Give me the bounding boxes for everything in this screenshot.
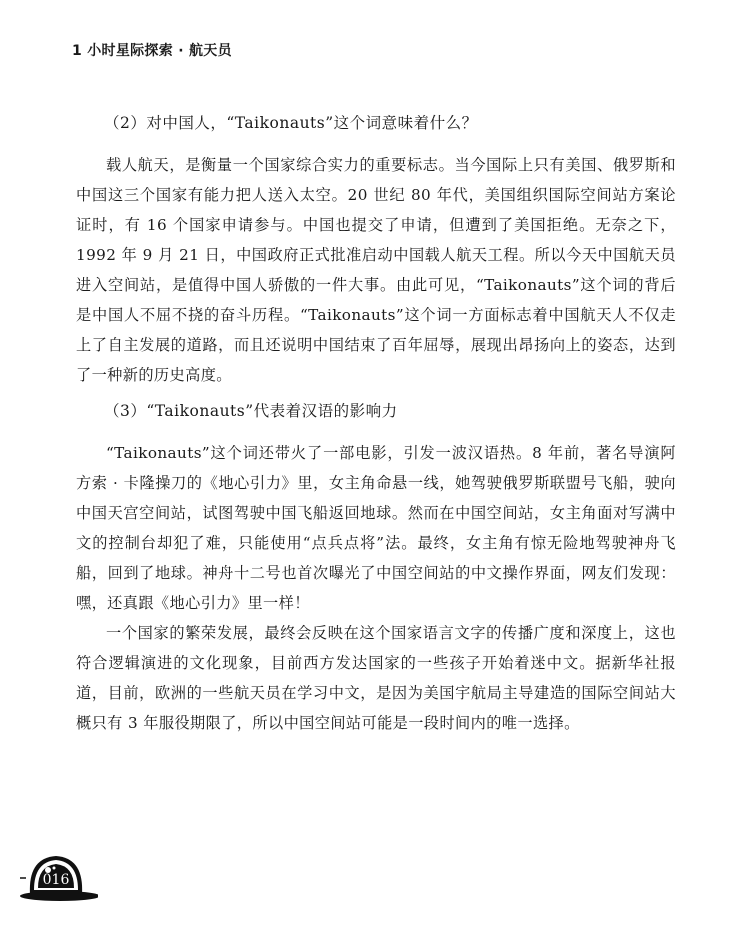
page-number: 016 <box>42 872 70 888</box>
paragraph: 一个国家的繁荣发展，最终会反映在这个国家语言文字的传播广度和深度上，这也符合逻辑演进的文化现象，目前西方发达国家的一些孩子开始着迷中文。据新华社报道，目前，欧洲的一些航天员在学习中文，是因为美国宇航局主导建造的国际空间站大概只有 3 年服役期限了，所以中国空间站可能是一段时间内的唯一选择。 <box>76 624 676 732</box>
section-heading-2: （2）对中国人，“Taikonauts”这个词意味着什么？ <box>104 114 478 132</box>
paragraph: 载人航天，是衡量一个国家综合实力的重要标志。当今国际上只有美国、俄罗斯和中国这三个国家有能力把人送入太空。20 世纪 80 年代，美国组织国际空间站方案论证时，有 16 个国家申请参与。中国也提交了申请，但遭到了美国拒绝。无奈之下，1992 年 9 月 21 日，中国政府正式批准启动中国载人航天工程。所以今天中国航天员进入空间站，是值得中国人骄傲的一件大事。由此可见，“Taikonauts”这个词的背后是中国人不屈不挠的奋斗历程。“Taikonauts”这个词一方面标志着中国航天人不仅走上了自主发展的道路，而且还说明中国结束了百年屈辱，展现出昂扬向上的姿态，达到了一种新的历史高度。 <box>76 156 676 384</box>
page-folio <box>18 852 98 902</box>
running-head-title: 1 小时星际探索 · 航天员 <box>72 43 232 59</box>
paragraph: “Taikonauts”这个词还带火了一部电影，引发一波汉语热。8 年前，著名导演阿方索 · 卡隆操刀的《地心引力》里，女主角命悬一线，她驾驶俄罗斯联盟号飞船，驶向中国天宫空间站，试图驾驶中国飞船返回地球。然而在中国空间站，女主角面对写满中文的控制台却犯了难，只能使用“点兵点将”法。最终，女主角有惊无险地驾驶神舟飞船，回到了地球。神舟十二号也首次曝光了中国空间站的中文操作界面，网友们发现：嘿，还真跟《地心引力》里一样！ <box>76 444 676 612</box>
page-body <box>76 108 676 738</box>
section-heading-3: （3）“Taikonauts”代表着汉语的影响力 <box>104 402 398 420</box>
